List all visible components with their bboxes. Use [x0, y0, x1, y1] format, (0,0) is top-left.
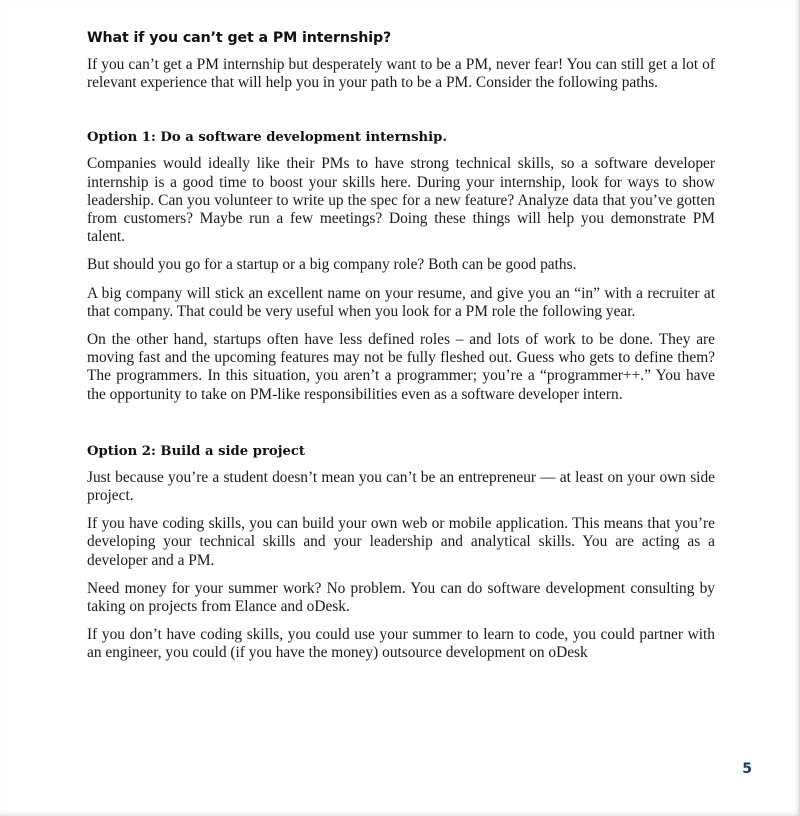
option-2-paragraph: Need money for your summer work? No problem. You can do software development consulting by taking on projects from Elance and oDesk. — [87, 579, 715, 616]
option-1-paragraph: On the other hand, startups often have less defined roles – and lots of work to be done. They are moving fast and the upcoming features may not be fully fleshed out. Guess who gets to define them? The programmers. In this situation, you aren’t a programmer; you’re a “programmer++.” You have the opportunity to take on PM-like responsibilities even as a software developer intern. — [87, 331, 715, 403]
spacer — [87, 102, 715, 130]
intro-paragraph: If you can’t get a PM internship but desperately want to be a PM, never fear! You can still get a lot of relevant experience that will help you in your path to be a PM. Consider the following paths. — [87, 56, 715, 92]
option-2-paragraph: If you have coding skills, you can build your own web or mobile application. This means that you’re developing your technical skills and your leadership and analytical skills. You are acting as a developer and a PM. — [87, 515, 715, 569]
option-1-paragraph: Companies would ideally like their PMs to have strong technical skills, so a software developer internship is a good time to boost your skills here. During your internship, look for ways to show leadership. Can you volunteer to write up the spec for a new feature? Analyze data that you’ve gotten from customers? Maybe run a few meetings? Doing these things will help you demonstrate PM talent. — [87, 155, 715, 246]
option-2-paragraph: If you don’t have coding skills, you could use your summer to learn to code, you could partner with an engineer, you could (if you have the money) outsource development on oDesk — [87, 626, 715, 662]
section-heading: What if you can’t get a PM internship? — [87, 30, 392, 46]
option-1-paragraph: But should you go for a startup or a big company role? Both can be good paths. — [87, 256, 577, 274]
page-content — [87, 30, 715, 673]
option-1-heading: Option 1: Do a software development internship. — [87, 130, 447, 146]
spacer — [87, 414, 715, 444]
option-1-paragraph: A big company will stick an excellent name on your resume, and give you an “in” with a recruiter at that company. That could be very useful when you look for a PM role the following year. — [87, 284, 715, 320]
page-number: 5 — [742, 761, 752, 777]
option-2-heading: Option 2: Build a side project — [87, 443, 306, 459]
option-2-paragraph: Just because you’re a student doesn’t mean you can’t be an entrepreneur — at least on your own side project. — [87, 468, 715, 505]
